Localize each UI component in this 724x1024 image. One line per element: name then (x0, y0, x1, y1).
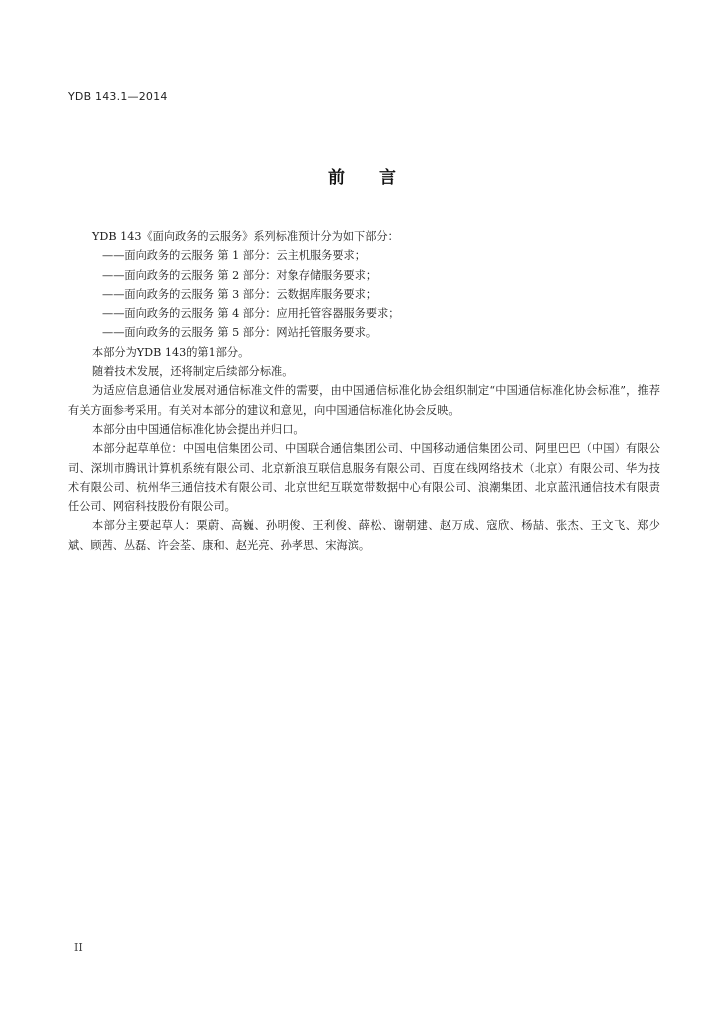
drafting-units-paragraph: 本部分起草单位：中国电信集团公司、中国联合通信集团公司、中国移动通信集团公司、阿里巴巴（中国）有限公司、深圳市腾讯计算机系统有限公司、北京新浪互联信息服务有限公司、百度在线网络技术（北京）有限公司、华为技术有限公司、杭州华三通信技术有限公司、北京世纪互联宽带数据中心有限公司、浪潮集团、北京蓝汛通信技术有限责任公司、网宿科技股份有限公司。 (68, 442, 660, 514)
page-number: II (74, 941, 83, 954)
page-title: 前 言 (328, 168, 410, 188)
series-item-5: ——面向政务的云服务 第 5 部分：网站托管服务要求。 (102, 326, 378, 340)
future-paragraph: 随着技术发展，还将制定后续部分标准。 (92, 365, 294, 379)
series-item-3: ——面向政务的云服务 第 3 部分：云数据库服务要求； (102, 287, 378, 301)
series-item-1: ——面向政务的云服务 第 1 部分：云主机服务要求； (102, 249, 366, 263)
proposer-paragraph: 本部分由中国通信标准化协会提出并归口。 (92, 422, 305, 436)
foreword-body (68, 227, 660, 555)
series-item-4: ——面向政务的云服务 第 4 部分：应用托管容器服务要求； (102, 307, 400, 321)
document-code: YDB 143.1—2014 (68, 90, 168, 103)
series-item-2: ——面向政务的云服务 第 2 部分：对象存储服务要求； (102, 268, 378, 282)
part-statement-paragraph: 本部分为YDB 143的第1部分。 (92, 345, 250, 359)
drafters-paragraph: 本部分主要起草人：栗蔚、高巍、孙明俊、王利俊、薛松、谢朝建、赵万成、寇欣、杨喆、张杰、王文飞、郑少斌、顾茜、丛磊、许会荃、康和、赵光亮、孙孝思、宋海滨。 (68, 519, 660, 552)
intro-paragraph: YDB 143《面向政务的云服务》系列标准预计分为如下部分： (92, 230, 399, 243)
purpose-paragraph: 为适应信息通信业发展对通信标准文件的需要，由中国通信标准化协会组织制定“中国通信标准化协会标准”，推荐有关方面参考采用。有关对本部分的建议和意见，向中国通信标准化协会反映。 (68, 384, 660, 417)
